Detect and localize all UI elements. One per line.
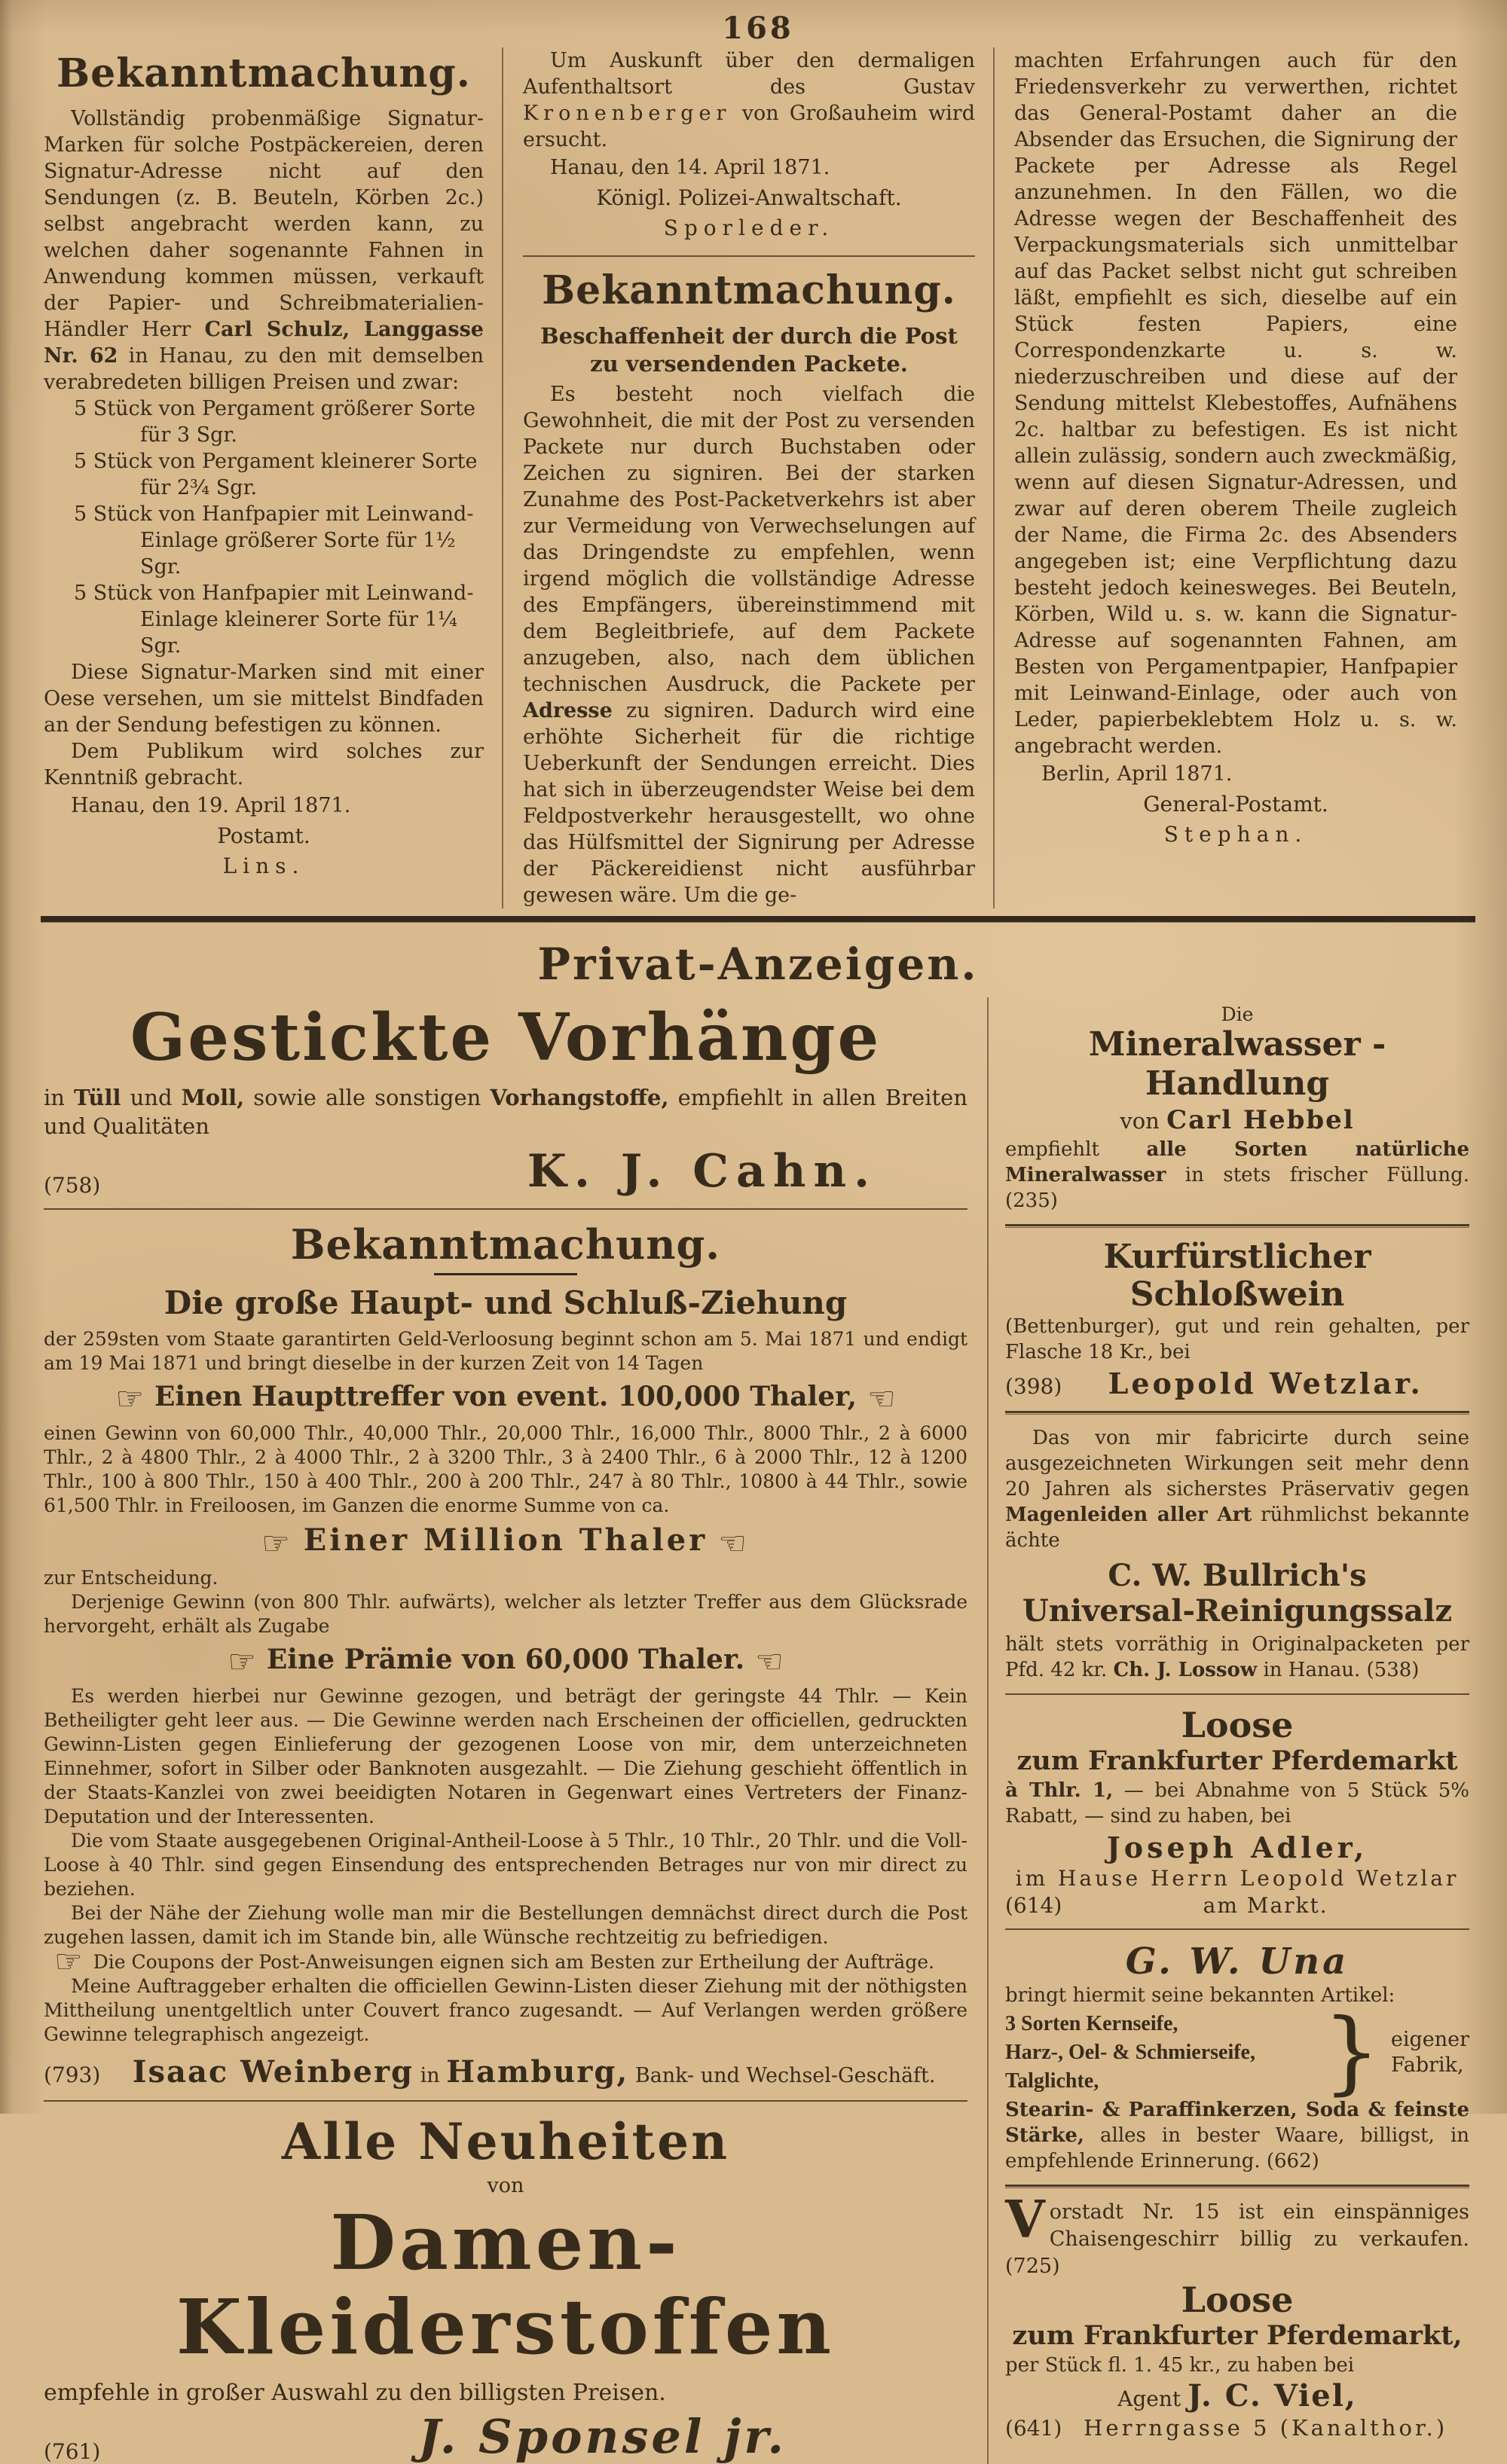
ad-number: (725) [1005, 2255, 1060, 2278]
manicule-right-icon: ☞ [115, 1380, 144, 1417]
ad-hebbel-owner [1005, 1105, 1469, 1135]
text-run: und [121, 1085, 182, 1110]
ad-adler-address-1: im Hause Herrn Leopold Wetzlar [1015, 1866, 1460, 1891]
divider [1005, 1928, 1469, 1930]
ad-cahn-title: Gestickte Vorhänge [130, 1000, 882, 1076]
ad-viel-footer [1005, 2415, 1469, 2441]
divider [434, 1273, 577, 1275]
notice2-dateline: Berlin, April 1871. [1041, 762, 1233, 786]
text-run: in [414, 2064, 447, 2087]
manicule-right-icon: ☞ [228, 1643, 256, 1680]
notice2-subtitle: Beschaffenheit der durch die Post zu versendenden Packete. [540, 323, 958, 377]
text-run: in [44, 1085, 75, 1110]
kronenberger-signature: Sporleder. [663, 215, 835, 240]
ad-una-product-group [1005, 2000, 1469, 2105]
section-divider [41, 916, 1475, 922]
notice2-title: Bekanntmachung. [542, 267, 956, 313]
divider [1005, 1224, 1469, 1228]
ad-number: (761) [44, 2439, 101, 2464]
ad-lottery-paragraph-1: der 259sten vom Staate garantirten Geld-Verloosung beginnt schon am 5. Mai 1871 und endigt am 19 Mai 1871 und bringt dieselbe in der kurzen Zeit von 14 Tagen [44, 1328, 967, 1374]
emphasis: Adresse [523, 699, 613, 722]
notice2-paragraph-1 [523, 381, 975, 908]
kronenberger-org: Königl. Polizei-Anwaltschaft. [596, 185, 902, 210]
divider [44, 2100, 967, 2102]
ads-right-column [987, 997, 1475, 2464]
ad-hebbel-line1: Die [1221, 1003, 1254, 1025]
city-name: Hamburg, [446, 2054, 629, 2090]
ad-schlosswein-footer [1005, 1366, 1469, 1400]
ad-lottery-paragraph-4: Derjenige Gewinn (von 800 Thlr. aufwärts), welcher als letzter Treffer aus dem Glücksrade hervorgeht, erhält als Zugabe [44, 1591, 967, 1637]
ad-hebbel-title: Mineralwasser - Handlung [1088, 1025, 1386, 1103]
jackpot-text: Einen Haupttreffer von event. 100,000 Thaler, [154, 1381, 857, 1412]
ad-bullrich-product: Universal-Reinigungssalz [1022, 1593, 1453, 1629]
ad-sponsel [44, 2112, 967, 2464]
list-item: Harz-, Oel- & Schmierseife, [1005, 2041, 1255, 2064]
notice1-org: Postamt. [217, 823, 310, 848]
ad-lottery-subtitle: Die große Haupt- und Schluß-Ziehung [164, 1284, 848, 1321]
ad-adler-subtitle: zum Frankfurter Pferdemarkt [1016, 1745, 1458, 1776]
ads-section-title: Privat-Anzeigen. [537, 939, 979, 990]
banker-name: Isaac Weinberg [132, 2054, 414, 2090]
ad-sponsel-line4: empfehle in großer Auswahl zu den billigsten Preisen. [44, 2380, 666, 2406]
text-run: Die Coupons der Post-Anweisungen eignen sich am Besten zur Ertheilung der Aufträge. [93, 1951, 935, 1973]
list-item: 5 Stück von Hanfpapier mit Leinwand-Einlage größerer Sorte für 1½ Sgr. [74, 502, 474, 579]
premium-text: Eine Prämie von 60,000 Thaler. [266, 1644, 745, 1675]
divider [1005, 1693, 1469, 1695]
text-run: empfiehlt [1005, 1138, 1147, 1161]
list-item: 5 Stück von Pergament größerer Sorte für 3 Sgr. [74, 397, 475, 447]
ad-lottery-paragraph-5: Es werden hierbei nur Gewinne gezogen, und beträgt der geringste 44 Thlr. — Kein Betheiligter geht leer aus. — Die Gewinne werden nach Erscheinen der officiellen, gedruckten Gewinn-Listen gegen Einlieferung der gezogenen Loose von mir, dem unterzeichneten Einnehmer, sofort in Silber oder Banknoten ausgezahlt. — Die Ziehung geschieht öffentlich in der Staats-Kanzlei von zwei beeidigten Notaren in Gegenwart eines Vertreters der Finanz-Deputation und der Interessenten. [44, 1685, 967, 1827]
ad-chaise-body [1005, 2190, 1469, 2280]
ad-una-intro: bringt hiermit seine bekannten Artikel: [1005, 1984, 1395, 2007]
ad-viel-agent-line [1005, 2378, 1469, 2414]
manicule-left-icon: ☜ [867, 1380, 896, 1417]
list-item: 3 Sorten Kernseife, [1005, 2012, 1178, 2035]
ad-adler-address-2: am Markt. [1203, 1893, 1328, 1918]
notice1-dateline: Hanau, den 19. April 1871. [71, 794, 351, 817]
ads-section [41, 997, 1475, 2464]
text-run: von [1120, 1108, 1167, 1134]
notice-column-3 [993, 47, 1475, 908]
text-run: zu signiren. Dadurch wird eine erhöhte Sicherheit für die richtige Ueberkunft der Sendungen erreicht. Dies hat sich in überzeugendster Weise bei dem Feldpostverkehr herausgestellt, wo ohne das Hülfsmittel der Signirung per Adresse der Päckereidienst nicht ausführbar gewesen wäre. Um die ge- [523, 699, 975, 907]
person-name: Kronenberger [523, 102, 732, 125]
text-run: sowie alle sonstigen [244, 1085, 491, 1110]
agent-name: J. C. Viel, [1188, 2378, 1357, 2414]
seller-name: Ch. J. Lossow [1113, 1659, 1258, 1681]
ad-lottery-paragraph-7: Bei der Nähe der Ziehung wolle man mir die Bestellungen demnächst direct durch die Post zugehen lassen, damit ich im Stande bin, alle Wünsche rechtzeitig zu befriedigen. [44, 1902, 967, 1948]
divider [44, 1208, 967, 1210]
ad-lottery-footer [44, 2054, 967, 2090]
text-run: — bei Abnahme von 5 Stück 5% Rabatt, — sind zu haben, bei [1005, 1779, 1469, 1827]
official-notices-section [41, 47, 1475, 908]
brace-icon: } [1322, 2000, 1380, 2105]
owner-name: Carl Hebbel [1166, 1105, 1355, 1135]
fabric-name: Tüll [74, 1085, 121, 1110]
price-list [44, 395, 484, 659]
ad-lottery-paragraph-9: Meine Auftraggeber erhalten die officiellen Gewinn-Listen dieser Ziehung mit der nöthigsten Mittheilung unentgeltlich unter Couvert franco zugesandt. — Auf Verlangen werden größere Gewinne telegraphisch angezeigt. [44, 1975, 967, 2045]
text-run: eigener [1390, 2028, 1469, 2051]
list-item: Talglichte, [1005, 2069, 1099, 2093]
ad-viel-title: Loose [1181, 2279, 1294, 2320]
ad-bullrich-paragraph-2 [1005, 1632, 1469, 1683]
ad-schlosswein-body: (Bettenburger), gut und rein gehalten, per Flasche 18 Kr., bei [1005, 1315, 1469, 1363]
notice2-org: General-Postamt. [1143, 792, 1328, 817]
text-run: Das von mir fabricirte durch seine ausgezeichneten Wirkungen seit mehr denn 20 Jahren als sicherstes Präservativ gegen [1005, 1427, 1469, 1501]
million-text: Einer Million Thaler [303, 1522, 708, 1558]
divider [1005, 2185, 1469, 2188]
kronenberger-notice [523, 47, 975, 153]
emphasis: alle Sorten natürliche Mineralwasser [1005, 1138, 1469, 1186]
text-run: orstadt Nr. 15 ist ein einspänniges Chaisengeschirr billig zu verkaufen. [1049, 2200, 1469, 2251]
manicule-right-icon: ☞ [261, 1525, 293, 1562]
ad-number: (398) [1005, 1374, 1062, 1399]
ad-lottery-title: Bekanntmachung. [290, 1220, 721, 1269]
notice1-signature: Lins. [222, 853, 305, 878]
ad-una-title: G. W. Una [1125, 1940, 1350, 1983]
ad-lottery-premium-line [44, 1643, 967, 1680]
notice1-paragraph-1 [44, 105, 484, 395]
ad-sponsel-line3: Damen-Kleiderstoffen [176, 2198, 836, 2371]
ad-bullrich [1005, 1425, 1469, 1683]
ad-number: (235) [1005, 1189, 1058, 1212]
fabric-name: Moll, [181, 1085, 245, 1110]
list-item: 5 Stück von Hanfpapier mit Leinwand-Einlage kleinerer Sorte für 1¼ Sgr. [74, 582, 474, 658]
ad-number: (538) [1366, 1659, 1420, 1681]
kronenberger-dateline: Hanau, den 14. April 1871. [550, 156, 830, 179]
ad-bullrich-brand: C. W. Bullrich's [1108, 1558, 1367, 1593]
ad-lottery-million-line [44, 1522, 967, 1562]
ad-viel [1005, 2280, 1469, 2441]
ad-schlosswein-title: Kurfürstlicher Schloßwein [1103, 1238, 1371, 1314]
text-run: hält stets vorräthig in Originalpacketen per Pfd. 42 kr. [1005, 1633, 1469, 1681]
ad-viel-address: Herrngasse 5 (Kanalthor.) [1084, 2415, 1448, 2441]
ad-cahn-signature: K. J. Cahn. [527, 1145, 877, 1198]
ad-hebbel-body [1005, 1137, 1469, 1214]
manicule-right-icon: ☞ [54, 1943, 83, 1980]
divider [523, 255, 975, 257]
text-run: von Großauheim wird ersucht. [523, 102, 975, 151]
ad-adler-footer [1005, 1893, 1469, 1918]
ad-lottery-paragraph-8 [44, 1943, 967, 1980]
ad-viel-subtitle: zum Frankfurter Pferdemarkt, [1012, 2320, 1463, 2351]
text-run: in Hanau, zu den mit demselben verabredeten billigen Preisen und zwar: [44, 344, 484, 394]
notice-column-2 [502, 47, 993, 908]
ad-number: (662) [1266, 2150, 1319, 2172]
initial-letter: V [1005, 2190, 1045, 2250]
text-run: Vollständig probenmäßige Signatur-Marken für solche Postpäckereien, deren Signatur-Adresse nicht auf den Sendungen (z. B. Beuteln, Körben 2c.) selbst angebracht werden kann, zu welchen daher sogenannte Fahnen in Anwendung kommen müssen, verkauft der Papier- und Schreibmaterialien-Händler Herr [44, 107, 484, 341]
notice-column-1 [41, 47, 502, 908]
text-run: rühmlichst bekannte ächte [1005, 1504, 1469, 1552]
notice1-paragraph-3: Dem Publikum wird solches zur Kenntniß gebracht. [44, 740, 484, 789]
ad-sponsel-line2: von [487, 2174, 524, 2197]
list-item: 5 Stück von Pergament kleinerer Sorte für 2¾ Sgr. [74, 450, 478, 499]
ad-bullrich-paragraph-1 [1005, 1425, 1469, 1553]
ad-sponsel-line1: Alle Neuheiten [281, 2112, 730, 2171]
text-run: Bank- und Wechsel-Geschäft. [628, 2064, 936, 2087]
ad-lottery [44, 1220, 967, 2090]
ads-left-column [41, 997, 987, 2464]
divider [1005, 1411, 1469, 1415]
ad-hebbel [1005, 1003, 1469, 1214]
ad-una-brace-note [1380, 2027, 1469, 2078]
ad-lottery-paragraph-6: Die vom Staate ausgegebenen Original-Antheil-Loose à 5 Thlr., 10 Thlr., 20 Thlr. und die Voll-Loose à 40 Thlr. sind gegen Einsendung des entsprechenden Betrages nur von mir direct zu beziehen. [44, 1830, 967, 1900]
text-run: in stets frischer Füllung. [1166, 1164, 1469, 1186]
notice1-title: Bekanntmachung. [57, 50, 471, 96]
text-run: alles in bester Waare, billigst, in empfehlende Erinnerung. [1005, 2124, 1469, 2172]
ad-adler [1005, 1705, 1469, 1918]
page-number: 168 [722, 11, 794, 46]
ad-schlosswein-signature: Leopold Wetzlar. [1108, 1366, 1423, 1400]
ad-adler-body [1005, 1778, 1469, 1829]
ad-number: (641) [1005, 2416, 1062, 2441]
ad-cahn-footer [44, 1145, 877, 1198]
ad-number: (793) [44, 2062, 101, 2087]
ad-lottery-paragraph-2: einen Gewinn von 60,000 Thlr., 40,000 Thlr., 20,000 Thlr., 16,000 Thlr., 8000 Thlr., 2 à 6000 Thlr., 2 à 4800 Thlr., 2 à 4000 Thlr., 2 à 3200 Thlr., 3 à 2400 Thlr., 6 à 2000 Thlr., 12 à 1200 Thlr., 100 à 800 Thlr., 150 à 400 Thlr., 200 à 200 Thlr., 247 à 80 Thlr., 10800 à 44 Thlr., sowie 61,500 Thlr. in Freiloosen, im Ganzen die enorme Summe von ca. [44, 1422, 967, 1516]
ad-una [1005, 1940, 1469, 2174]
notice2-paragraph-2: machten Erfahrungen auch für den Friedensverkehr zu verwerthen, richtet das General-Postamt daher an die Absender das Ersuchen, die Signirung der Packete per Adresse als Regel anzunehmen. In den Fällen, wo die Adresse wegen der Beschaffenheit des Verpackungsmaterials sich unmittelbar auf das Packet selbst nicht gut schreiben läßt, empfiehlt es sich, dieselbe auf ein Stück festen Papiers, eine Correspondenzkarte u. s. w. niederzuschreiben und diese auf der Sendung mittelst Klebestoffes, Aufnähens 2c. haltbar zu befestigen. Es ist nicht allein zulässig, sondern auch zweckmäßig, wenn auf diesen Signatur-Adressen, und zwar auf deren oberem Theile zugleich der Name, die Firma 2c. des Absenders angegeben ist; eine Verpflichtung dazu besteht jedoch keinesweges. Bei Beuteln, Körben, Wild u. s. w. kann die Signatur-Adresse auf sogenannten Fahnen, am Besten von Pergamentpapier, Hanfpapier mit Leinwand-Einlage, oder auch von Leder, papierbeklebtem Holz u. s. w. angebracht werden. [1014, 49, 1457, 758]
text-run: Fabrik, [1390, 2053, 1464, 2077]
vendor-name: Carl Schulz, Langgasse Nr. 62 [44, 318, 484, 368]
ad-lottery-signature [100, 2054, 967, 2090]
emphasis: Stearin- & Paraffinkerzen, Soda & feinste Stärke, [1005, 2099, 1469, 2147]
price: à Thlr. 1, [1005, 1779, 1114, 1802]
text-run: Agent [1117, 2386, 1188, 2411]
notice1-paragraph-2: Diese Signatur-Marken sind mit einer Oese versehen, um sie mittelst Bindfaden an der Sendung befestigen zu können. [44, 661, 484, 737]
text-run: Um Auskunft über den dermaligen Aufenthaltsort des Gustav [523, 49, 975, 99]
notice2-signature: Stephan. [1163, 822, 1308, 847]
ad-sponsel-signature: J. Sponsel jr. [418, 2409, 787, 2464]
ad-adler-signature: Joseph Adler, [1106, 1830, 1368, 1864]
ad-number: (614) [1005, 1893, 1062, 1918]
emphasis: Magenleiden aller Art [1005, 1504, 1252, 1526]
ad-lottery-paragraph-3: zur Entscheidung. [44, 1567, 219, 1589]
ad-una-product-list [1005, 2010, 1322, 2096]
text-run: empfiehlt in allen Breiten und Qualitäten [44, 1085, 967, 1139]
fabric-name: Vorhangstoffe, [490, 1085, 669, 1110]
ad-schlosswein [1005, 1238, 1469, 1400]
ad-adler-title: Loose [1181, 1705, 1294, 1745]
ad-lottery-jackpot-line [44, 1380, 967, 1417]
ad-number: (758) [44, 1173, 101, 1198]
text-run: Es besteht noch vielfach die Gewohnheit, die mit der Post zu versenden Packete nur durch Buchstaben oder Zeichen zu signiren. Bei der starken Zunahme des Post-Packetverkehrs ist aber zur Vermeidung von Verwechselungen auf das Dringendste zu empfehlen, wenn irgend möglich die vollständige Adresse des Empfängers, übereinstimmend mit dem Begleitbriefe, auf dem Packete anzugeben, also, nach dem üblichen technischen Ausdruck, die Packete per [523, 383, 975, 696]
ad-cahn-line [44, 1083, 967, 1140]
manicule-left-icon: ☜ [718, 1525, 750, 1562]
ad-cahn [44, 1002, 967, 1198]
ad-sponsel-footer [44, 2409, 787, 2464]
manicule-left-icon: ☜ [755, 1643, 784, 1680]
ad-chaise [1005, 2190, 1469, 2280]
text-run: in Hanau. [1257, 1659, 1361, 1681]
ad-una-body [1005, 2097, 1469, 2174]
ad-viel-line1: per Stück fl. 1. 45 kr., zu haben bei [1005, 2354, 1355, 2377]
